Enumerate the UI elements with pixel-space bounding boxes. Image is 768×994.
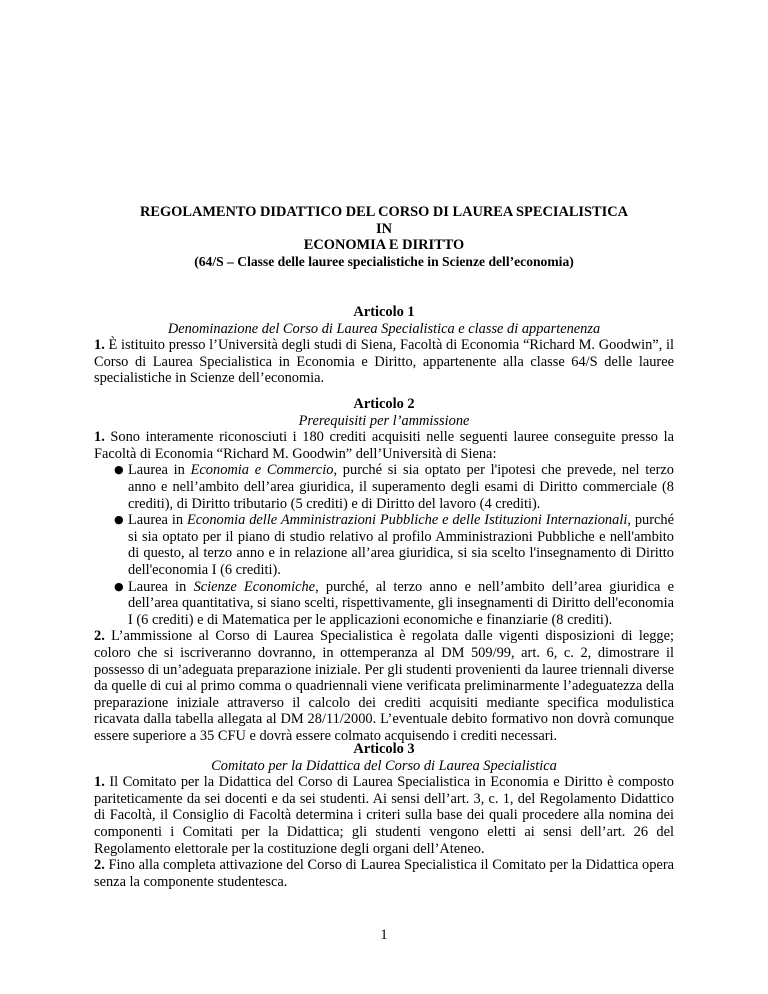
list-item-text: Laurea in [128, 512, 187, 529]
list-item-text: , purché, al terzo anno e nell’ambito dell’area giuridica e dell’area quantitativa, si siano scelti, rispettivamente, gli insegnamenti di Diritto dell'economia I (6 crediti) e di Matematica per le applicazioni economiche e finanziarie (8 crediti). [128, 578, 675, 628]
title-line-3: ECONOMIA E DIRITTO [303, 237, 465, 254]
paragraph-text: Sono interamente riconosciuti i 180 crediti acquisiti nelle seguenti lauree conseguite presso la Facoltà di Economia “Richard M. Goodwin” dell’Università di Siena: [94, 429, 674, 462]
article-3-subtitle: Comitato per la Didattica del Corso di Laurea Specialistica [211, 757, 557, 774]
bullet-icon: ● [114, 579, 124, 593]
list-item [110, 512, 674, 578]
list-item-text: , purché si sia optato per l'ipotesi che prevede, nel terzo anno e nell’ambito dell’area giuridica, il superamento degli esami di Diritto commerciale (8 crediti), di Diritto tributario (5 crediti) e di Diritto del lavoro (4 crediti). [128, 462, 674, 512]
degree-list [94, 462, 674, 628]
article-2-subtitle: Prerequisiti per l’ammissione [298, 412, 470, 429]
article-1 [94, 304, 674, 387]
paragraph-number: 1. [94, 774, 105, 791]
paragraph-number: 1. [94, 429, 105, 446]
paragraph-number: 2. [94, 857, 105, 874]
list-item [110, 579, 674, 629]
article-2 [94, 396, 674, 744]
degree-name: Economia delle Amministrazioni Pubbliche e delle Istituzioni Internazionali [186, 512, 628, 529]
bullet-icon: ● [114, 463, 124, 477]
article-1-title: Articolo 1 [353, 304, 415, 320]
paragraph-number: 1. [94, 337, 105, 354]
list-item-text: Laurea in [128, 578, 194, 595]
title-line-2: IN [376, 220, 392, 237]
bullet-icon: ● [114, 513, 124, 527]
article-3-title: Articolo 3 [353, 741, 415, 757]
degree-name: Scienze Economiche [193, 578, 316, 595]
list-item-text: , purché si sia optato per il piano di studio relativo al profilo Amministrazioni Pubbliche e nell'ambito di questo, al terzo anno e in relazione all’area giuridica, si sia scelto l'insegnamento di Diritto dell'economia I (6 crediti). [128, 512, 674, 578]
list-item [110, 462, 674, 512]
paragraph-number: 2. [94, 628, 105, 645]
paragraph-text: È istituito presso l’Università degli studi di Siena, Facoltà di Economia “Richard M. Goodwin”, il Corso di Laurea Specialistica in Economia e Diritto, appartenente alla classe 64/S delle lauree specialistiche in Scienze dell’economia. [94, 337, 674, 387]
article-3 [94, 741, 674, 890]
paragraph-text: L’ammissione al Corso di Laurea Specialistica è regolata dalle vigenti disposizioni di legge; coloro che si iscriveranno dovranno, in ottemperanza al DM 509/99, art. 6, c. 2, dimostrare il possesso di un’adeguata preparazione iniziale. Per gli studenti provenienti da lauree triennali diverse da quelle di cui al primo comma o quadriennali viene verificata preliminarmente l’adeguatezza della preparazione iniziale attraverso il calcolo dei crediti acquisiti mediante specifica modulistica ricavata dalla tabella allegata al DM 28/11/2000. L’eventuale debito formativo non dovrà comunque essere superiore a 35 CFU e dovrà essere colmato acquisendo i crediti necessari. [94, 628, 674, 744]
paragraph-text: Fino alla completa attivazione del Corso di Laurea Specialistica il Comitato per la Didattica opera senza la componente studentesca. [94, 857, 674, 890]
article-2-title: Articolo 2 [353, 396, 415, 412]
list-item-text: Laurea in [128, 462, 191, 479]
article-2-paragraph-1 [94, 429, 674, 462]
paragraph-text: Il Comitato per la Didattica del Corso di Laurea Specialistica in Economia e Diritto è composto pariteticamente da sei docenti e da sei studenti. Ai sensi dell’art. 3, c. 1, del Regolamento Didattico di Facoltà, il Consiglio di Facoltà determina i criteri sulla base dei quali procedere alla nomina dei componenti i Comitati per la Didattica; gli studenti vengono eletti ai sensi dell’art. 26 del Regolamento elettorale per la costituzione degli organi dell’Ateneo. [94, 774, 674, 857]
title-line-4: (64/S – Classe delle lauree specialistiche in Scienze dell’economia) [194, 253, 574, 269]
page-number: 1 [380, 927, 388, 943]
article-1-paragraph-1 [94, 337, 674, 387]
article-1-subtitle: Denominazione del Corso di Laurea Specialistica e classe di appartenenza [167, 320, 601, 337]
article-3-paragraph-1 [94, 774, 674, 857]
document-title [94, 204, 674, 270]
title-line-1: REGOLAMENTO DIDATTICO DEL CORSO DI LAUREA SPECIALISTICA [139, 204, 629, 220]
article-2-paragraph-2 [94, 628, 674, 744]
article-3-paragraph-2 [94, 857, 674, 890]
degree-name: Economia e Commercio [190, 462, 334, 479]
